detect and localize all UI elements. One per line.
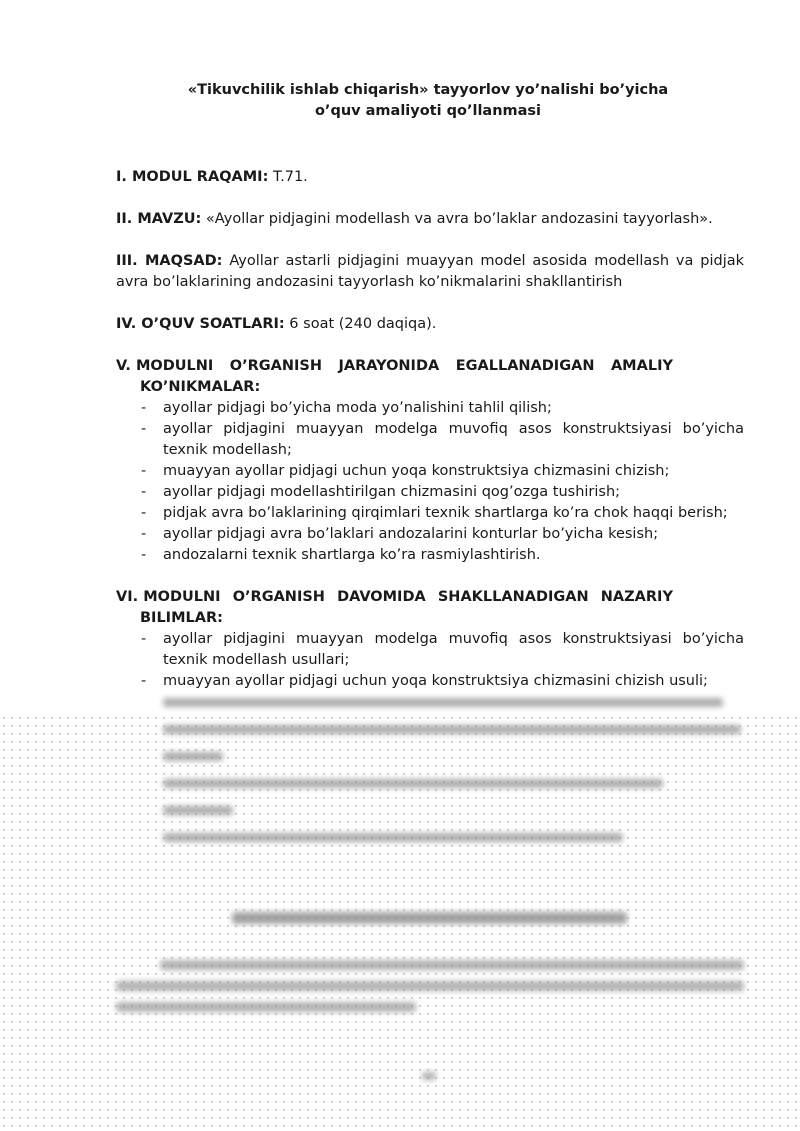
section-6-word: NAZARIY xyxy=(600,589,673,605)
section-5-list xyxy=(116,398,744,566)
bullet-dash: - xyxy=(141,526,147,542)
bullet-dash: - xyxy=(141,631,147,647)
mavzu-value: «Ayollar pidjagini modellash va avra bo’laklar andozasini tayyorlash». xyxy=(201,211,713,227)
section-6-word: O’RGANISH xyxy=(232,589,325,605)
section-5-heading-line-2: KO’NIKMALAR: xyxy=(140,379,261,395)
section-6-word: DAVOMIDA xyxy=(337,589,426,605)
list-item-text: andozalarni texnik shartlarga ko’ra rasmiylashtirish. xyxy=(163,547,541,563)
soatlar-value: 6 soat (240 daqiqa). xyxy=(284,316,437,332)
section-5-word: O’RGANISH xyxy=(229,358,322,374)
obscured-subheading xyxy=(232,912,627,924)
modul-raqami-value: T.71. xyxy=(268,169,308,185)
title-line-1: «Tikuvchilik ishlab chiqarish» tayyorlov yo’nalishi bo’yicha xyxy=(187,82,669,98)
list-item xyxy=(116,461,744,482)
mavzu-paragraph xyxy=(116,209,744,230)
list-item xyxy=(116,545,744,566)
obscured-paragraph-line xyxy=(160,960,744,970)
section-6-word: MODULNI xyxy=(143,589,221,605)
section-6 xyxy=(116,587,744,692)
bullet-dash: - xyxy=(141,547,147,563)
section-5-word: AMALIY xyxy=(610,358,673,374)
modul-raqami-label: I. MODUL RAQAMI: xyxy=(116,169,269,185)
section-6-heading-line-2: BILIMLAR: xyxy=(140,610,223,626)
title-line-2: o’quv amaliyoti qo’llanmasi xyxy=(314,103,542,119)
section-6-word: SHAKLLANADIGAN xyxy=(437,589,589,605)
list-item-text: pidjak avra bo’laklarining qirqimlari texnik shartlarga ko’ra chok haqqi berish; xyxy=(163,505,728,521)
obscured-paragraph-line xyxy=(116,1002,416,1012)
bullet-dash: - xyxy=(141,463,147,479)
document-title xyxy=(0,80,800,122)
list-item xyxy=(116,419,744,461)
list-item-text: ayollar pidjagi avra bo’laklari andozalarini konturlar bo’yicha kesish; xyxy=(163,526,659,542)
maqsad-paragraph xyxy=(116,251,744,293)
bullet-dash: - xyxy=(141,421,147,437)
mavzu-label: II. MAVZU: xyxy=(116,211,202,227)
list-item-text: ayollar pidjagini muayyan modelga muvofiq asos konstruktsiyasi bo’yicha texnik modellash usullari; xyxy=(163,631,744,668)
list-item xyxy=(116,482,744,503)
list-item-text: ayollar pidjagini muayyan modelga muvofiq asos konstruktsiyasi bo’yicha texnik modellash; xyxy=(163,421,744,458)
section-5-heading xyxy=(116,356,673,377)
section-5 xyxy=(116,356,744,566)
bullet-dash: - xyxy=(141,400,147,416)
list-item-text: ayollar pidjagi modellashtirilgan chizmasini qog’ozga tushirish; xyxy=(163,484,621,500)
list-item xyxy=(116,503,744,524)
section-5-word: JARAYONIDA xyxy=(338,358,440,374)
list-item xyxy=(116,671,744,692)
obscured-page-number xyxy=(422,1072,436,1080)
section-5-number: V. xyxy=(116,358,131,374)
section-5-word: MODULNI xyxy=(135,358,214,374)
obscured-paragraph-line xyxy=(116,981,744,991)
bullet-dash: - xyxy=(141,484,147,500)
maqsad-label: III. MAQSAD: xyxy=(116,253,223,269)
modul-raqami-paragraph xyxy=(116,167,744,188)
section-6-number: VI. xyxy=(116,589,139,605)
list-item xyxy=(116,524,744,545)
list-item xyxy=(116,629,744,671)
list-item-text: muayyan ayollar pidjagi uchun yoqa konstruktsiya chizmasini chizish usuli; xyxy=(163,673,708,689)
list-item-text: ayollar pidjagi bo’yicha moda yo’nalishini tahlil qilish; xyxy=(163,400,552,416)
list-item-text: muayyan ayollar pidjagi uchun yoqa konstruktsiya chizmasini chizish; xyxy=(163,463,670,479)
soatlar-paragraph xyxy=(116,314,744,335)
bullet-dash: - xyxy=(141,673,147,689)
section-5-word: EGALLANADIGAN xyxy=(455,358,595,374)
obscured-list-continuation xyxy=(116,698,744,854)
section-6-list xyxy=(116,629,744,692)
document-body xyxy=(116,167,744,854)
list-item xyxy=(116,398,744,419)
section-6-heading xyxy=(116,587,673,608)
maqsad-value: Ayollar astarli pidjagini muayyan model asosida modellash va pidjak avra bo’laklarining andozasini tayyorlash ko’nikmalarini shakllantirish xyxy=(116,253,745,290)
soatlar-label: IV. O’QUV SOATLARI: xyxy=(116,316,285,332)
bullet-dash: - xyxy=(141,505,147,521)
